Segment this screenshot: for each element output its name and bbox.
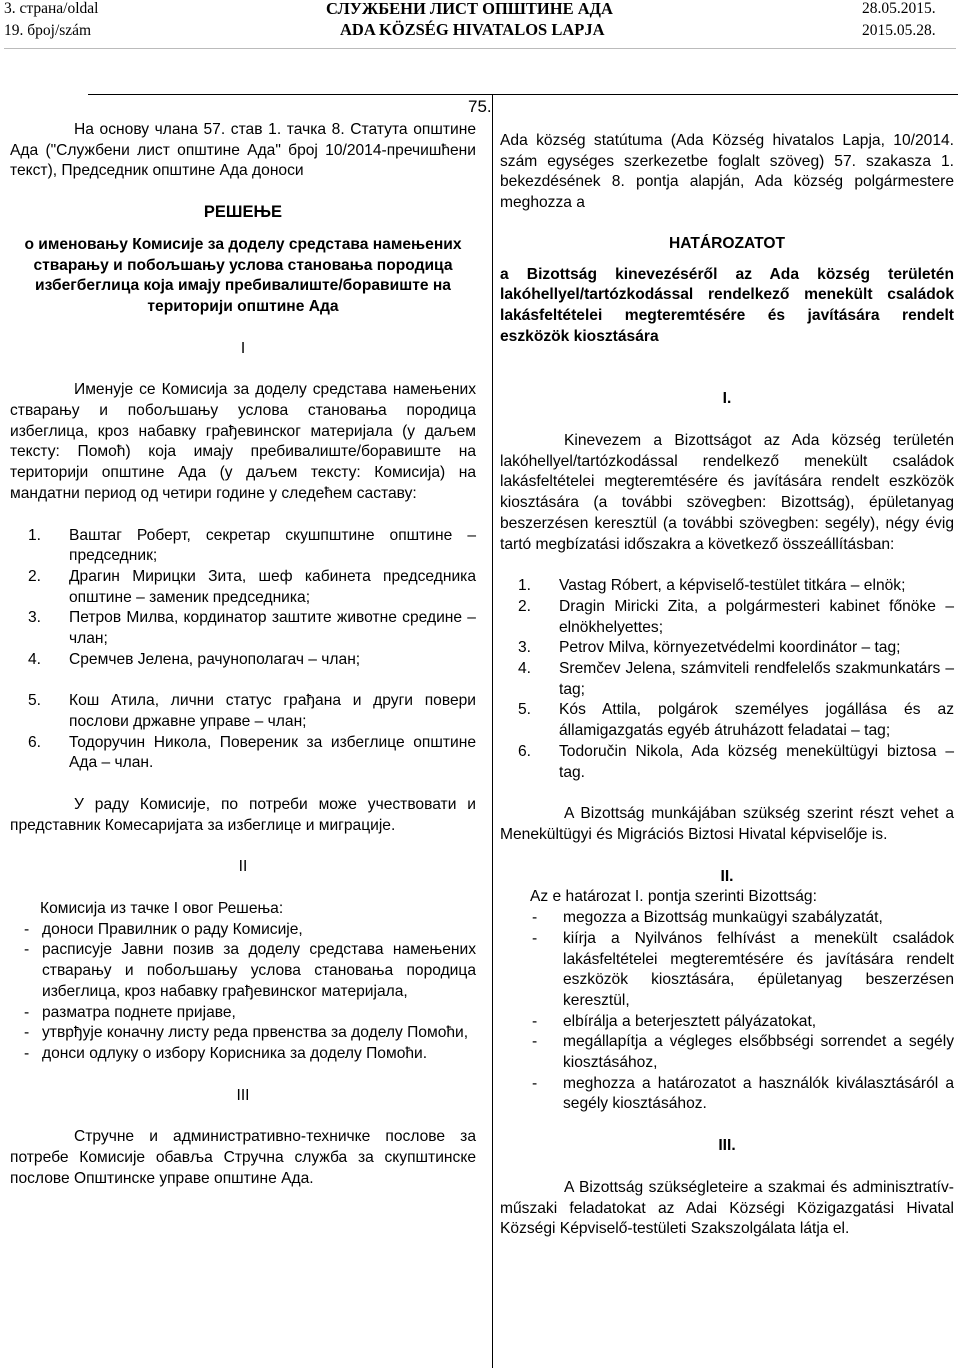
sr-duties-list <box>10 920 476 1065</box>
page-number: 3. страна/oldal <box>4 0 99 17</box>
hu-section-1-text: Kinevezem a Bizottságot az Ada község területén lakóhellyel/tartózkodással rendelkező menekült családok lakásfeltételei megteremtésére és javítására rendelt eszközök kiosztására (a további szövegben: Bizottság), épületanyag beszerzésen keresztül (a további szövegben: segély), négy évig tartó megbízatási időszakra a következő összeállításban: <box>500 432 954 553</box>
hu-section-2: II. <box>720 867 734 885</box>
hu-work-note: A Bizottság munkájában szükség szerint részt vehet a Menekültügyi és Migrációs Biztosi Hivatal képviselője is. <box>500 805 954 843</box>
list-item: - утврђује коначну листу реда првенства за доделу Помоћи, <box>24 1024 469 1042</box>
list-item: 2. Драгин Мирицки Зита, шеф кабинета председника општине – заменик председника; <box>28 567 476 606</box>
date-hu: 2015.05.28. <box>862 22 936 39</box>
column-divider <box>492 94 493 1368</box>
list-item: 5. Kós Attila, polgárok személyes jogállása és az államigazgatás egyéb átruházott feladatai – tag; <box>518 701 954 740</box>
sr-section-2: II <box>238 858 248 876</box>
sr-work-note: У раду Комисије, по потреби може учествовати и представник Комесаријата за избеглице и миграције. <box>10 795 476 834</box>
sr-section-1-text: Именује се Комисија за доделу средстава намењених стварању и побољшању услова становања породица избеглица, кроз набавку грађевинског материјала (у даљем тексту: Помоћ) која имају пребивалиште/боравиште на територији општине Ада (у даљем тексту: Комисија) на мандатни период од четири године у следећем саставу: <box>10 381 476 502</box>
hu-section-2-intro: Az e határozat I. pontja szerinti Bizottság: <box>530 888 817 906</box>
frame-top-line <box>88 94 958 95</box>
date-sr: 28.05.2015. <box>862 0 936 17</box>
hu-members-list <box>500 576 954 783</box>
list-item: 5. Кош Атила, лични статус грађана и други повери послови државне управе – члан; <box>28 692 476 730</box>
header-divider <box>4 48 956 49</box>
list-item: 6. Todoručin Nikola, Ada község menekültügyi biztosa – tag. <box>518 742 954 781</box>
sr-decision-title: РЕШЕЊЕ <box>203 203 283 222</box>
list-item: 6. Тодоручин Никола, Повереник за избеглице општине Ада – члан. <box>28 733 476 772</box>
gazette-title-hu: ADA KÖZSÉG HIVATALOS LAPJA <box>340 20 605 39</box>
list-item: 4. Sremčev Jelena, számviteli rendfelelős szakmunkatárs – tag; <box>518 660 954 698</box>
list-item: 2. Dragin Miricki Zita, a polgármesteri kabinet főnöke – elnökhelyettes; <box>518 597 954 636</box>
hu-section-1: I. <box>722 390 732 408</box>
hu-column <box>500 131 954 1240</box>
list-item: - донси одлуку о избору Корисника за доделу Помоћи. <box>24 1045 428 1062</box>
list-item: 4. Сремчев Јелена, рачунополагач – члан; <box>28 650 361 668</box>
list-item: - доноси Правилник о раду Комисије, <box>24 920 303 938</box>
sr-intro: На основу члана 57. став 1. тачка 8. Статута општине Ада ("Службени лист општине Ада" број 10/2014-пречишћени текст), Председник општине Ада доноси <box>10 121 476 180</box>
hu-section-3: III. <box>718 1137 736 1155</box>
gazette-title-sr: СЛУЖБЕНИ ЛИСТ ОПШТИНЕ АДА <box>326 0 613 18</box>
list-item: - elbírálja a beterjesztett pályázatokat, <box>532 1012 817 1030</box>
sr-column <box>10 120 476 1190</box>
list-item: - kiírja a Nyilvános felhívást a menekült családok lakásfeltételei megteremtésére és javítására rendelt eszközök kiosztására, épületanyag beszerzésen keresztül, <box>532 929 954 1009</box>
sr-members-list <box>10 526 476 774</box>
sr-section-2-intro: Комисија из тачке I овог Решења: <box>40 900 284 918</box>
list-item: - megállapítja a végleges elsőbbségi sorrendet a segély kiosztásához, <box>532 1033 954 1072</box>
list-item: 1. Vastag Róbert, a képviselő-testület titkára – elnök; <box>518 577 906 595</box>
hu-duties-list <box>500 908 954 1115</box>
hu-intro: Ada község statútuma (Ada Község hivatalos Lapja, 10/2014. szám egységes szerkezetbe foglalt szöveg) 57. szakasza 1. bekezdésének 8. pontja alapján, Ada község polgármestere meghozza a <box>500 132 954 212</box>
list-item: - разматра поднете пријаве, <box>24 1003 236 1021</box>
sr-section-1: I <box>240 339 246 357</box>
list-item: 1. Ваштаг Роберт, секретар скушпштине општине – председник; <box>28 526 476 565</box>
list-item: - megozza a Bizottság munkaügyi szabályzatát, <box>532 909 883 927</box>
list-item: 3. Petrov Milva, környezetvédelmi koordinátor – tag; <box>518 639 901 657</box>
issue-number: 19. број/szám <box>4 22 92 39</box>
list-item: 3. Петров Милва, кординатор заштите животне средине – члан; <box>28 609 476 648</box>
page-header <box>0 0 960 50</box>
sr-decision-subject: о именовању Комисије за доделу средстава намењених стварању и побољшању услова становања породица избегбеглица која имају пребивалиште/боравиште на територији општине Ада <box>24 235 462 315</box>
list-item: - meghozza a határozatot a használók kiválasztásáról a segély kiosztásához. <box>532 1074 954 1113</box>
hu-decision-title: HATÁROZATOT <box>668 234 786 252</box>
sr-section-3-text: Стручне и административно-техничке послове за потребе Комисије обавља Стручна служба за скупштинске послове Општинске управе општине Ада. <box>10 1128 476 1187</box>
hu-decision-subject: a Bizottság kinevezéséről az Ada község területén lakóhellyel/tartózkodással rendelkező menekült családok lakásfeltételei megteremtésére és javítására rendelt eszközök kiosztására <box>500 265 954 345</box>
list-item: - расписује Јавни позив за доделу средстава намењених стварању и побољшању услова становања породица избеглица, кроз набавку грађевинског материјала, <box>24 941 476 1000</box>
hu-section-3-text: A Bizottság szükségleteire a szakmai és adminisztratív-műszaki feladatokat az Adai Községi Közigazgatási Hivatal Községi Képviselő-testületi Szakszolgálata látja el. <box>500 1178 954 1238</box>
document-number: 75. <box>468 97 492 116</box>
sr-section-3: III <box>236 1086 250 1104</box>
